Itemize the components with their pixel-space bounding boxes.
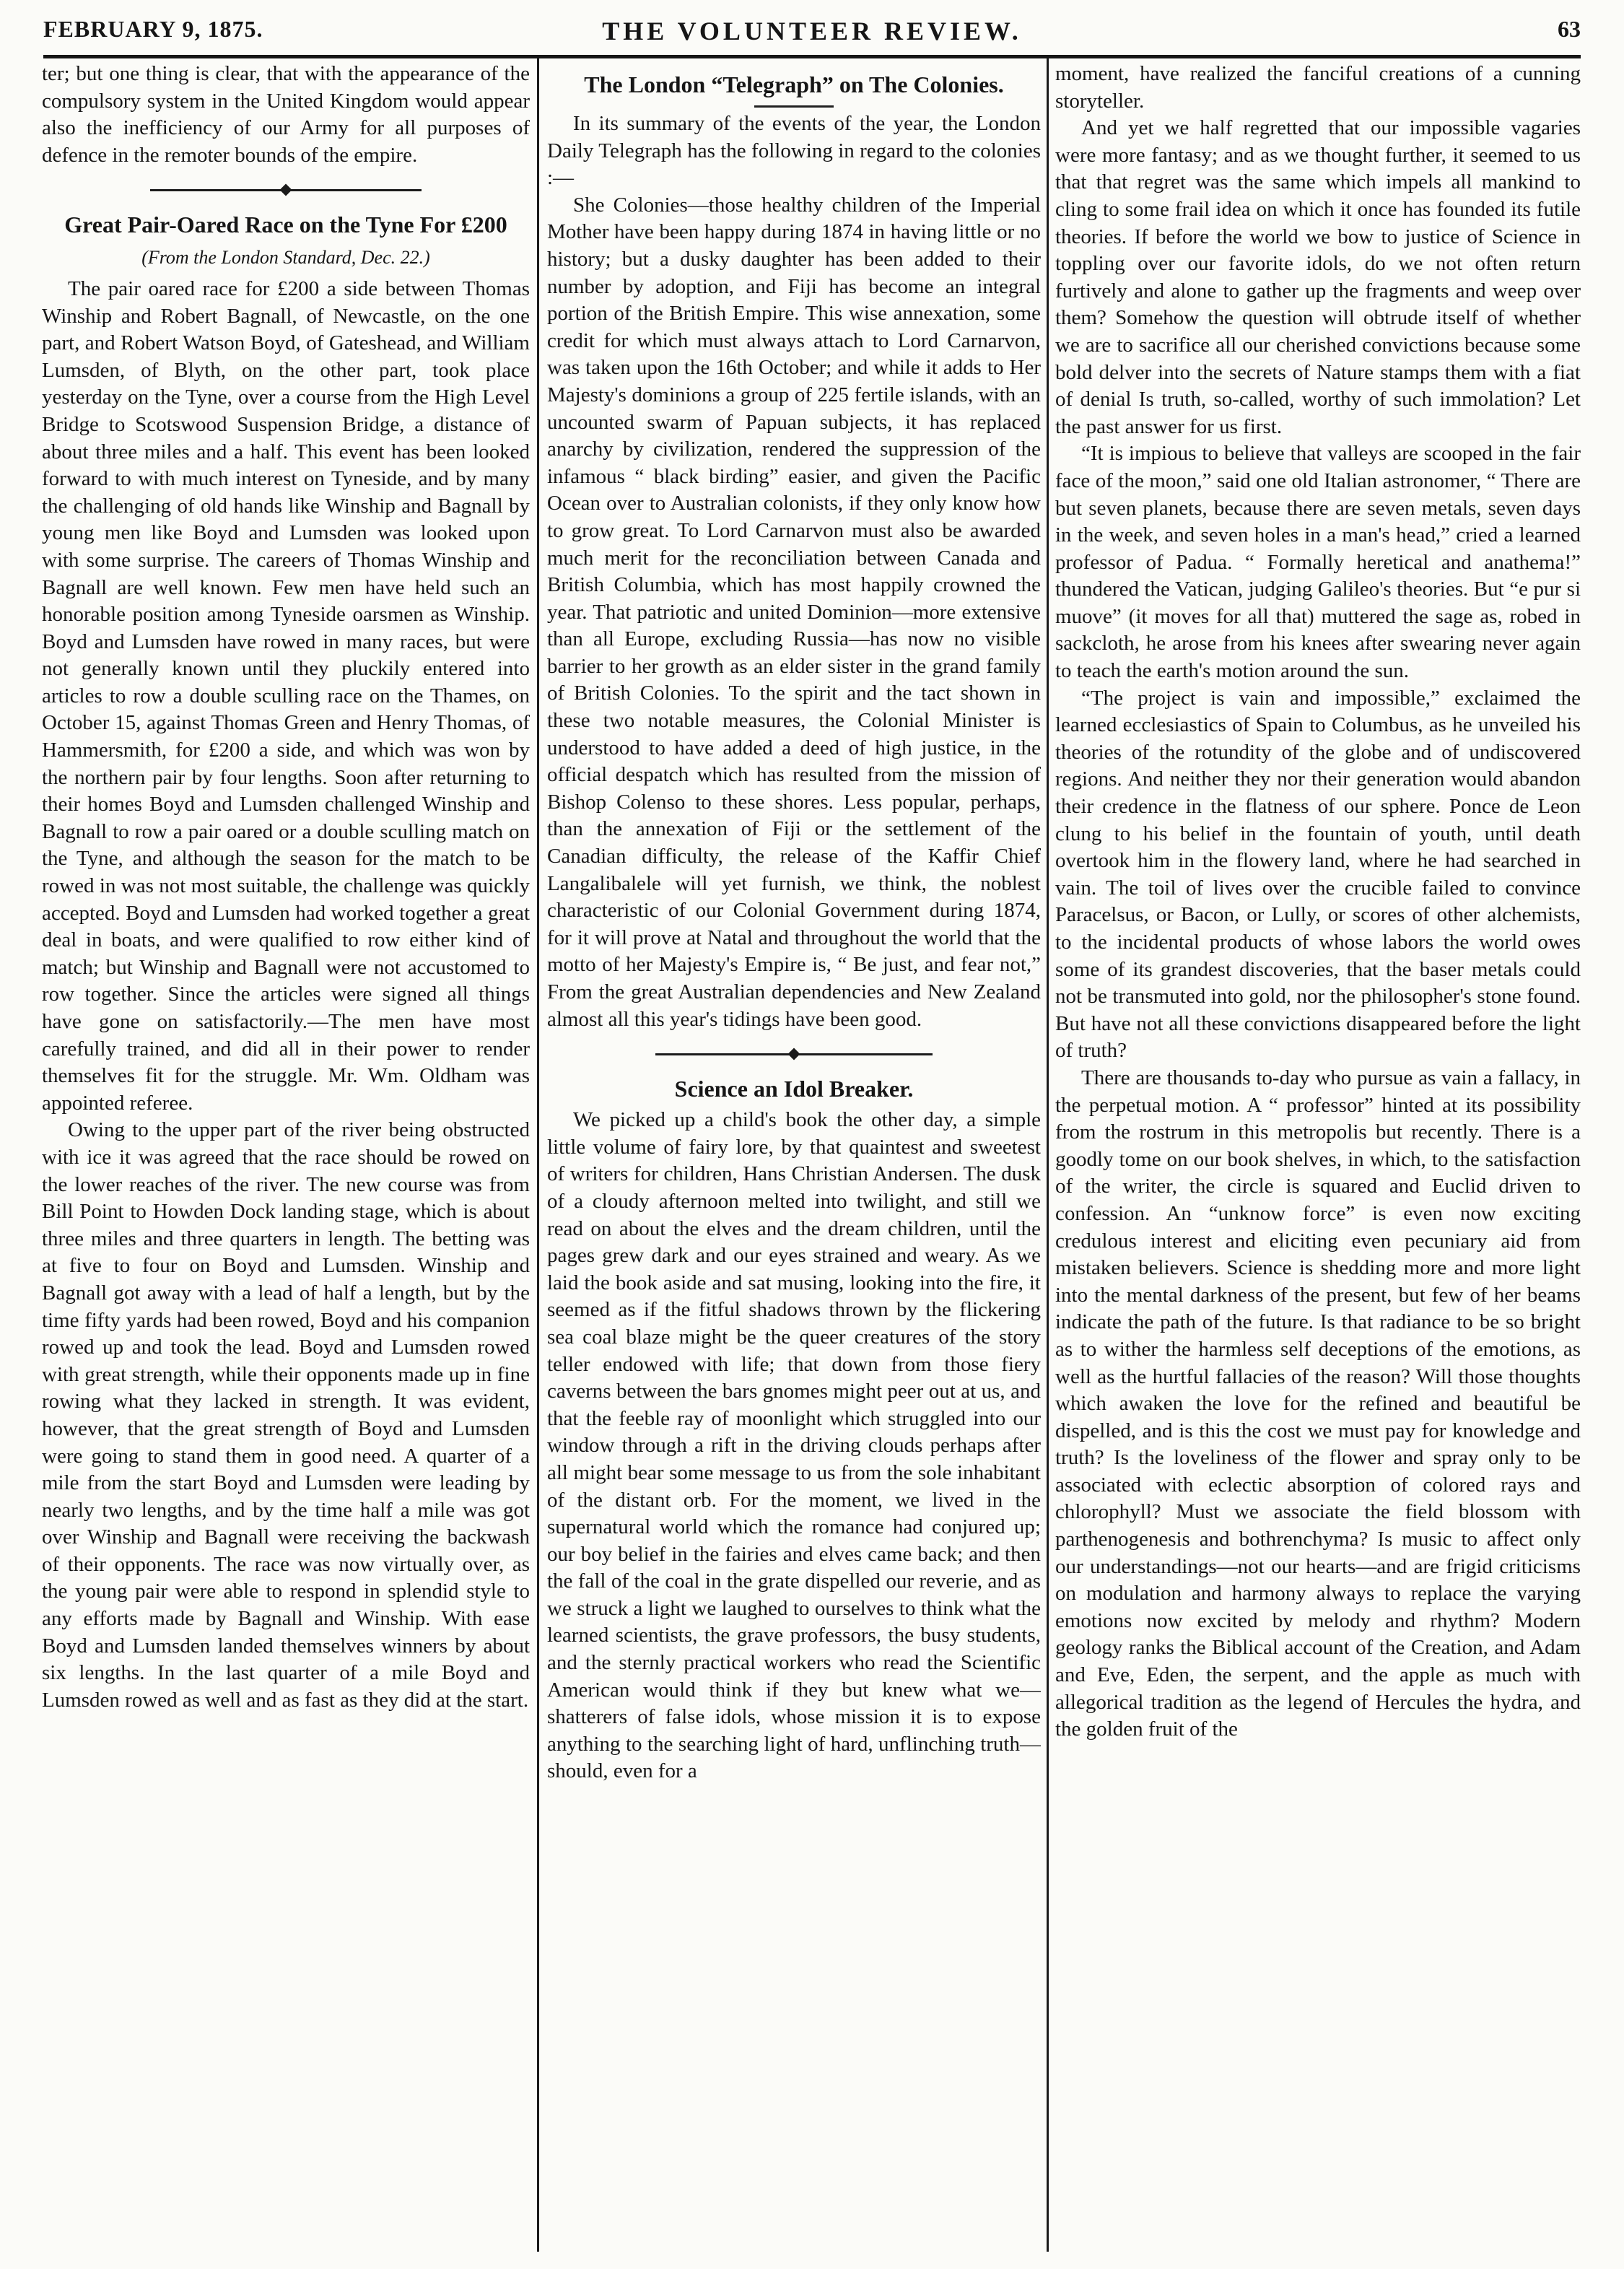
column-rule (537, 58, 539, 2252)
heading-rule (754, 105, 834, 108)
paragraph: moment, have realized the fanciful creations of a cunning storyteller. (1055, 62, 1581, 113)
paragraph: She Colonies—those healthy children of the Imperial Mother have been happy during 1874 in having little or no history; but a dusky daughter has been added to their number by adoption, and Fiji has become an integral portion of the British Empire. This wise annexation, some credit for which must always attach to Lord Carnarvon, was taken upon the 16th October; and while it adds to Her Majesty's dominions a group of 225 fertile islands, with an uncounted swarm of Papuan subjects, it has replaced anarchy by civilization, rendered the suppression of the infamous “ black birding” easier, and given the Pacific Ocean over to Australian colonists, if they only know how to grow great. To Lord Carnarvon must also be awarded much merit for the reconciliation between Canada and British Columbia, which has most happily crowned the year. That patriotic and united Dominion—more extensive than all Europe, excluding Russia—has now no visible barrier to her growth as an elder sister in the grand family of British Colonies. To the spirit and the tact shown in these two notable measures, the Colonial Minister is understood to have added a deed of high justice, in the official despatch which has resulted from the mission of Bishop Colenso to these shores. Less popular, perhaps, than the annexation of Fiji or the settlement of the Canadian difficulty, the release of the Kaffir Chief Langalibalele will yet furnish, we think, the noblest characteristic of our Colonial Government during 1874, for it will prove at Natal and throughout the world that the motto of her Majesty's Empire is, “ Be just, and fear not,” From the great Australian dependencies and New Zealand almost all this year's tidings have been good. (547, 193, 1041, 1031)
page-number: 63 (1558, 16, 1581, 42)
paragraph: Owing to the upper part of the river being obstructed with ice it was agreed that the race should be rowed on the lower reaches of the river. The new course was from Bill Point to Howden Dock landing stage, which is about three miles and three quarters in length. The betting was at five to four on Boyd and Lumsden. Winship and Bagnall got away with a lead of half a length, but by the time fifty yards had been rowed, Boyd and his companion rowed up and took the lead. Boyd and Lumsden rowed with great strength, while their opponents made up in fine rowing what they lacked in strength. It was evident, however, that the great strength of Boyd and Lumsden were going to stand them in good need. A quarter of a mile from the start Boyd and Lumsden were leading by nearly two lengths, and by the time half a mile was got over Winship and Bagnall were receiving the backwash of their opponents. The race was now virtually over, as the young pair were able to respond in splendid style to any efforts made by Bagnall and Winship. With ease Boyd and Lumsden landed themselves winners by about six lengths. In the last quarter of a mile Boyd and Lumsden rowed as well and as fast as they did at the start. (42, 1118, 530, 1712)
paragraph: ter; but one thing is clear, that with the appearance of the compulsory system in the United Kingdom would appear also the inefficiency of our Army for all purposes of defence in the remoter bounds of the empire. (42, 62, 530, 167)
publication-title: THE VOLUNTEER REVIEW. (602, 17, 1022, 45)
article-heading: Great Pair-Oared Race on the Tyne For £200 (64, 212, 507, 238)
section-separator (42, 179, 530, 201)
column-1 (42, 61, 530, 2252)
paragraph: “It is impious to believe that valleys are scooped in the fair face of the moon,” said one old Italian astronomer, “ There are but seven planets, because there are seven metals, seven days in the week, and seven holes in a man's head,” cried a learned professor of Padua. “ Formally heretical and anathema!” thundered the Vatican, judging Galileo's theories. But “e pur si muove” (it moves for all that) muttered the sage as, robed in sackcloth, he arose from his knees after swearing never again to teach the earth's motion around the sun. (1055, 442, 1581, 683)
paragraph: We picked up a child's book the other day, a simple little volume of fairy lore, by that quaintest and sweetest of writers for children, Hans Christian Andersen. The dusk of a cloudy afternoon melted into twilight, and still we read on about the elves and the dream children, until the pages grew dark and our eyes strained and weary. As we laid the book aside and sat musing, looking into the fire, it seemed as if the fitful shadows thrown by the flickering sea coal blaze might be the queer creatures of the story teller endowed with life; that down from those fiery caverns between the bars gnomes might peer out at us, and that the feeble ray of moonlight which struggled into our window through a rift in the driving clouds perhaps after all might bear some message to us from the sole inhabitant of the distant orb. For the moment, we lived in the supernatural world which the romance had conjured up; our boy belief in the fairies and elves came back; and then the fall of the coal in the grate dispelled our reverie, and as we struck a light we laughed to ourselves to think what the learned scientists, the grave professors, the busy students, and the sternly practical workers who read the Scientific American would think if they but knew what we—shatterers of false idols, whose mission it is to expose anything to the searching light of hard, unflinching truth—should, even for a (547, 1108, 1041, 1783)
paragraph: The pair oared race for £200 a side between Thomas Winship and Robert Bagnall, of Newcastle, on the one part, and Robert Watson Boyd, of Gateshead, and William Lumsden, of Blyth, on the other part, took place yesterday on the Tyne, over a course from the High Level Bridge to Scotswood Suspension Bridge, a distance of about three miles and a half. This event has been looked forward to with much interest on Tyneside, and by many the challenging of old hands like Winship and Bagnall by young men like Boyd and Lumsden was looked upon with some surprise. The careers of Thomas Winship and Bagnall are well known. Few men have held such an honorable position among Tyneside oarsmen as Winship. Boyd and Lumsden have rowed in many races, but were not generally known until they pluckily entered into articles to row a double sculling race on the Thames, on October 15, against Thomas Green and Henry Thomas, of Hammersmith, for £200 a side, and which was won by the northern pair by four lengths. Soon after returning to their homes Boyd and Lumsden challenged Winship and Bagnall to row a pair oared or a double sculling match on the Tyne, and although the season for the match to be rowed in was not most suitable, the challenge was quickly accepted. Boyd and Lumsden had worked together a great deal in boats, and were qualified to row either kind of match; but Winship and Bagnall were not accustomed to row together. Since the articles were signed all things have gone on satisfactorily.—The men have most carefully trained, and did all in their power to render themselves fit for the struggle. Mr. Wm. Oldham was appointed referee. (42, 276, 530, 1115)
column-3 (1055, 61, 1581, 2252)
column-2 (547, 61, 1041, 2252)
paragraph: In its summary of the events of the year, the London Daily Telegraph has the following in regard to the colonies :— (547, 112, 1041, 190)
paragraph: There are thousands to-day who pursue as vain a fallacy, in the perpetual motion. A “ professor” hinted at its possibility from the rostrum in this metropolis but recently. There is a goodly tome on our book shelves, in which, to the satisfaction of the writer, the circle is squared and Euclid driven to confession. An “unknow force” is even now exciting credulous interest and eliciting even pecuniary aid from mistaken believers. Science is shedding more and more light into the mental darkness of the present, but few of her beams indicate the path of the future. Is that radiance to be so bright as to wither the harmless self deceptions of the emotions, as well as the hurtful fallacies of the reason? Will those thoughts which awaken the love for the refined and beautiful be dispelled, and is this the cost we must pay for knowledge and truth? Is the loveliness of the flower and spray only to be associated with eclectic absorption of colored rays and chlorophyll? Must we associate the field blossom with parthenogenesis and bothrenchyma? Is music to affect only our understandings—not our hearts—and are frigid criticisms on modulation and harmony always to replace the varying emotions now excited by melody and rhythm? Modern geology ranks the Biblical account of the Creation, and Adam and Eve, Eden, the serpent, and the apple as much with allegorical tradition as the legend of Hercules the hydra, and the golden fruit of the (1055, 1066, 1581, 1741)
issue-date: FEBRUARY 9, 1875. (43, 16, 263, 42)
column-rule (1047, 58, 1049, 2252)
paragraph: “The project is vain and impossible,” exclaimed the learned ecclesiastics of Spain to Columbus, as he unveiled his theories of the rotundity of the globe and of undiscovered regions. And neither they nor their generation would abandon their credence in the flatness of our sphere. Ponce de Leon clung to his belief in the fountain of youth, until death overtook him in the flowery land, where he had searched in vain. The toil of lives over the crucible failed to convince Paracelsus, or Bacon, or Lully, or scores of other alchemists, to the incidental products of whose labors the world owes some of its grandest discoveries, that the baser metals could not be transmuted into gold, nor the philosopher's stone found. But have not all these convictions disappeared before the light of truth? (1055, 686, 1581, 1063)
article-heading: Science an Idol Breaker. (674, 1076, 914, 1102)
section-separator (547, 1043, 1041, 1065)
masthead (43, 10, 1581, 58)
article-source: (From the London Standard, Dec. 22.) (141, 247, 430, 269)
paragraph: And yet we half regretted that our impossible vagaries were more fantasy; and as we thought further, it seemed to us that that regret was the same which impels all mankind to cling to some frail idea on which it once has founded its futile theories. If before the world we bow to justice of Science in toppling over our favorite idols, do we not often return furtively and alone to gather up the fragments and weep over them? Somehow the question will obtrude itself of whether we are to sacrifice all our cherished convictions because some bold delver into the secrets of Nature stamps them with a fiat of denial Is truth, so-called, worthy of such immolation? Let the past answer for us first. (1055, 116, 1581, 438)
article-heading: The London “Telegraph” on The Colonies. (584, 71, 1004, 97)
